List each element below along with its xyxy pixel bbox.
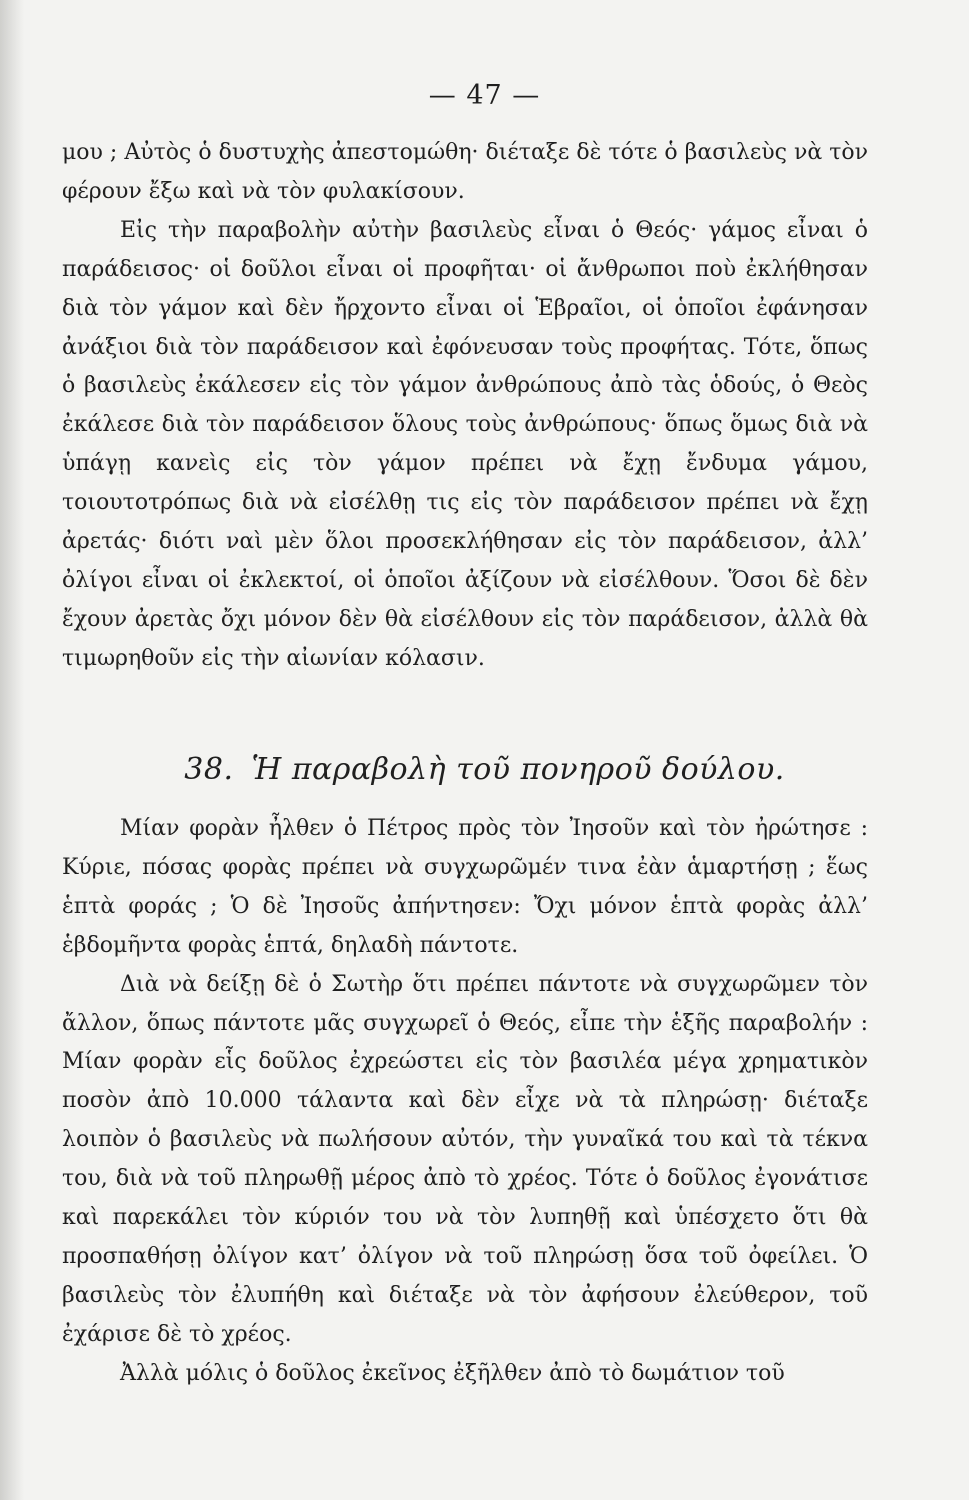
body-text-bottom [62,810,868,1394]
paragraph-continued: μου ; Αὐτὸς ὁ δυστυχὴς ἀπεστομώθη· διέταξε δὲ τότε ὁ βασιλεὺς νὰ τὸν φέρουν ἔξω καὶ νὰ τὸν φυλακίσουν. [62,140,868,204]
paragraph-parable: Διὰ νὰ δείξῃ δὲ ὁ Σωτὴρ ὅτι πρέπει πάντοτε νὰ συγχωρῶμεν τὸν ἄλλον, ὅπως πάντοτε μᾶς συγχωρεῖ ὁ Θεός, εἶπε τὴν ἑξῆς παραβολήν : Μίαν φορὰν εἷς δοῦλος ἐχρεώστει εἰς τὸν βασιλέα μέγα χρηματικὸν ποσὸν ἀπὸ 10.000 τάλαντα καὶ δὲν εἶχε νὰ τὰ πληρώσῃ· διέταξε λοιπὸν ὁ βασιλεὺς νὰ πωλήσουν αὐτόν, τὴν γυναῖκά του καὶ τὰ τέκνα του, διὰ νὰ τοῦ πληρωθῇ μέρος ἀπὸ τὸ χρέος. Τότε ὁ δοῦλος ἐγονάτισε καὶ παρεκάλει τὸν κύριόν του νὰ τὸν λυπηθῇ καὶ ὑπέσχετο ὅτι θὰ προσπαθήσῃ ὀλίγον κατ’ ὀλίγον νὰ τοῦ πληρώσῃ ὅσα τοῦ ὀφείλει. Ὁ βασιλεὺς τὸν ἐλυπήθη καὶ διέταξε νὰ τὸν ἀφήσουν ἐλεύθερον, τοῦ ἐχάρισε δὲ τὸ χρέος. [62,971,868,1347]
section-heading [0,752,969,787]
body-text-top [62,134,868,679]
page-edge-shadow [0,0,24,1500]
paragraph-continuation: Ἀλλὰ μόλις ὁ δοῦλος ἐκεῖνος ἐξῆλθεν ἀπὸ τὸ δωμάτιον τοῦ [120,1360,785,1386]
paragraph-peter-question: Μίαν φορὰν ἦλθεν ὁ Πέτρος πρὸς τὸν Ἰησοῦν καὶ τὸν ἠρώτησε : Κύριε, πόσας φορὰς πρέπει νὰ συγχωρῶμέν τινα ἐὰν ἁμαρτήσῃ ; ἕως ἑπτὰ φοράς ; Ὁ δὲ Ἰησοῦς ἀπήντησεν: Ὄχι μόνον ἑπτὰ φορὰς ἀλλ’ ἑβδομῆντα φορὰς ἑπτά, δηλαδὴ πάντοτε. [62,816,868,958]
section-title: Ἡ παραβολὴ τοῦ πονηροῦ δούλου. [251,752,785,787]
section-number: 38. [184,752,234,787]
page-number: — 47 — [428,80,541,111]
paragraph-interpretation: Εἰς τὴν παραβολὴν αὐτὴν βασιλεὺς εἶναι ὁ Θεός· γάμος εἶναι ὁ παράδεισος· οἱ δοῦλοι εἶναι οἱ προφῆται· οἱ ἄνθρωποι ποὺ ἐκλήθησαν διὰ τὸν γάμον καὶ δὲν ἤρχοντο εἶναι οἱ Ἑβραῖοι, οἱ ὁποῖοι ἐφάνησαν ἀνάξιοι διὰ τὸν παράδεισον καὶ ἐφόνευσαν τοὺς προφήτας. Τότε, ὅπως ὁ βασιλεὺς ἐκάλεσεν εἰς τὸν γάμον ἀνθρώπους ἀπὸ τὰς ὁδούς, ὁ Θεὸς ἐκάλεσε διὰ τὸν παράδεισον ὅλους τοὺς ἀνθρώπους· ὅπως ὅμως διὰ νὰ ὑπάγῃ κανεὶς εἰς τὸν γάμον πρέπει νὰ ἔχῃ ἔνδυμα γάμου, τοιουτοτρόπως διὰ νὰ εἰσέλθῃ τις εἰς τὸν παράδεισον πρέπει νὰ ἔχῃ ἀρετάς· διότι ναὶ μὲν ὅλοι προσεκλήθησαν εἰς τὸν παράδεισον, ἀλλ’ ὀλίγοι εἶναι οἱ ἐκλεκτοί, οἱ ὁποῖοι ἀξίζουν νὰ εἰσέλθουν. Ὅσοι δὲ δὲν ἔχουν ἀρετὰς ὄχι μόνον δὲν θὰ εἰσέλθουν εἰς τὸν παράδεισον, ἀλλὰ θὰ τιμωρηθοῦν εἰς τὴν αἰωνίαν κόλασιν. [62,217,868,671]
